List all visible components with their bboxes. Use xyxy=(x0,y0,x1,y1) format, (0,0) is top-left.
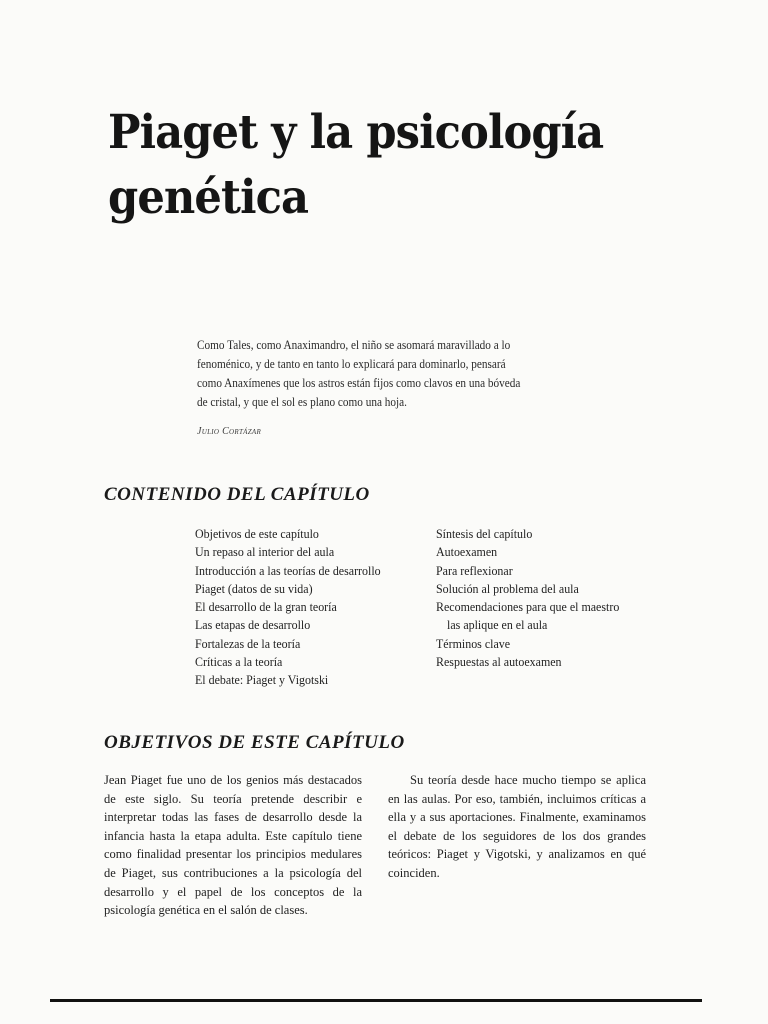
objectives-paragraph-1: Jean Piaget fue uno de los genios más destacados de este siglo. Su teoría pretende describir e interpretar todas las fases de desarrollo desde la infancia hasta la etapa adulta. Este capítulo tiene como finalidad presentar los principios medulares de Piaget, sus contribuciones a la psicología del desarrollo y el papel de los conceptos de la psicología genética en el salón de clases. xyxy=(104,773,362,918)
contents-item: Objetivos de este capítulo xyxy=(195,526,319,541)
epigraph-author: Julio Cortázar xyxy=(197,426,262,437)
contents-item: Síntesis del capítulo xyxy=(436,526,533,541)
contents-list-right xyxy=(436,525,635,671)
bottom-rule xyxy=(50,999,702,1002)
contents-item: Críticas a la teoría xyxy=(195,654,283,670)
contents-item: Autoexamen xyxy=(436,544,498,560)
objectives-heading: OBJETIVOS DE ESTE CAPÍTULO xyxy=(104,732,405,753)
contents-item: Respuestas al autoexamen xyxy=(436,654,562,670)
contents-item: Introducción a las teorías de desarrollo xyxy=(195,562,381,578)
contents-item: Recomendaciones para que el maestro xyxy=(436,599,620,615)
contents-heading: CONTENIDO DEL CAPÍTULO xyxy=(104,484,370,505)
epigraph xyxy=(197,336,527,437)
contents-item: Piaget (datos de su vida) xyxy=(195,580,313,596)
objectives-paragraph-2: Su teoría desde hace mucho tiempo se aplica en las aulas. Por eso, también, incluimos críticas a ella y a sus aportaciones. Finalmente, examinamos el debate de los seguidores de los dos grandes teóricos: Piaget y Vigotski, y analizamos en qué coinciden. xyxy=(388,773,646,880)
chapter-title xyxy=(108,100,623,230)
contents-item: Solución al problema del aula xyxy=(436,580,579,596)
contents-item: las aplique en el aula xyxy=(447,617,548,633)
chapter-title-line-1: Piaget y la psicología xyxy=(108,105,604,160)
contents-item: El desarrollo de la gran teoría xyxy=(195,599,337,615)
epigraph-quote: Como Tales, como Anaximandro, el niño se asomará maravillado a lo fenoménico, y de tanto en tanto lo explicará para dominarlo, pensará como Anaxímenes que los astros están fijos como clavos en una bóveda de cristal, y que el sol es plano como una hoja. xyxy=(197,338,521,409)
chapter-title-line-2: genética xyxy=(108,170,309,225)
contents-item: Fortalezas de la teoría xyxy=(195,635,301,651)
contents-item: Para reflexionar xyxy=(436,562,513,578)
contents-item: Términos clave xyxy=(436,635,511,651)
contents-item: El debate: Piaget y Vigotski xyxy=(195,672,329,688)
contents-item: Las etapas de desarrollo xyxy=(195,617,311,633)
contents-item: Un repaso al interior del aula xyxy=(195,544,335,560)
contents-list-left xyxy=(195,525,397,690)
